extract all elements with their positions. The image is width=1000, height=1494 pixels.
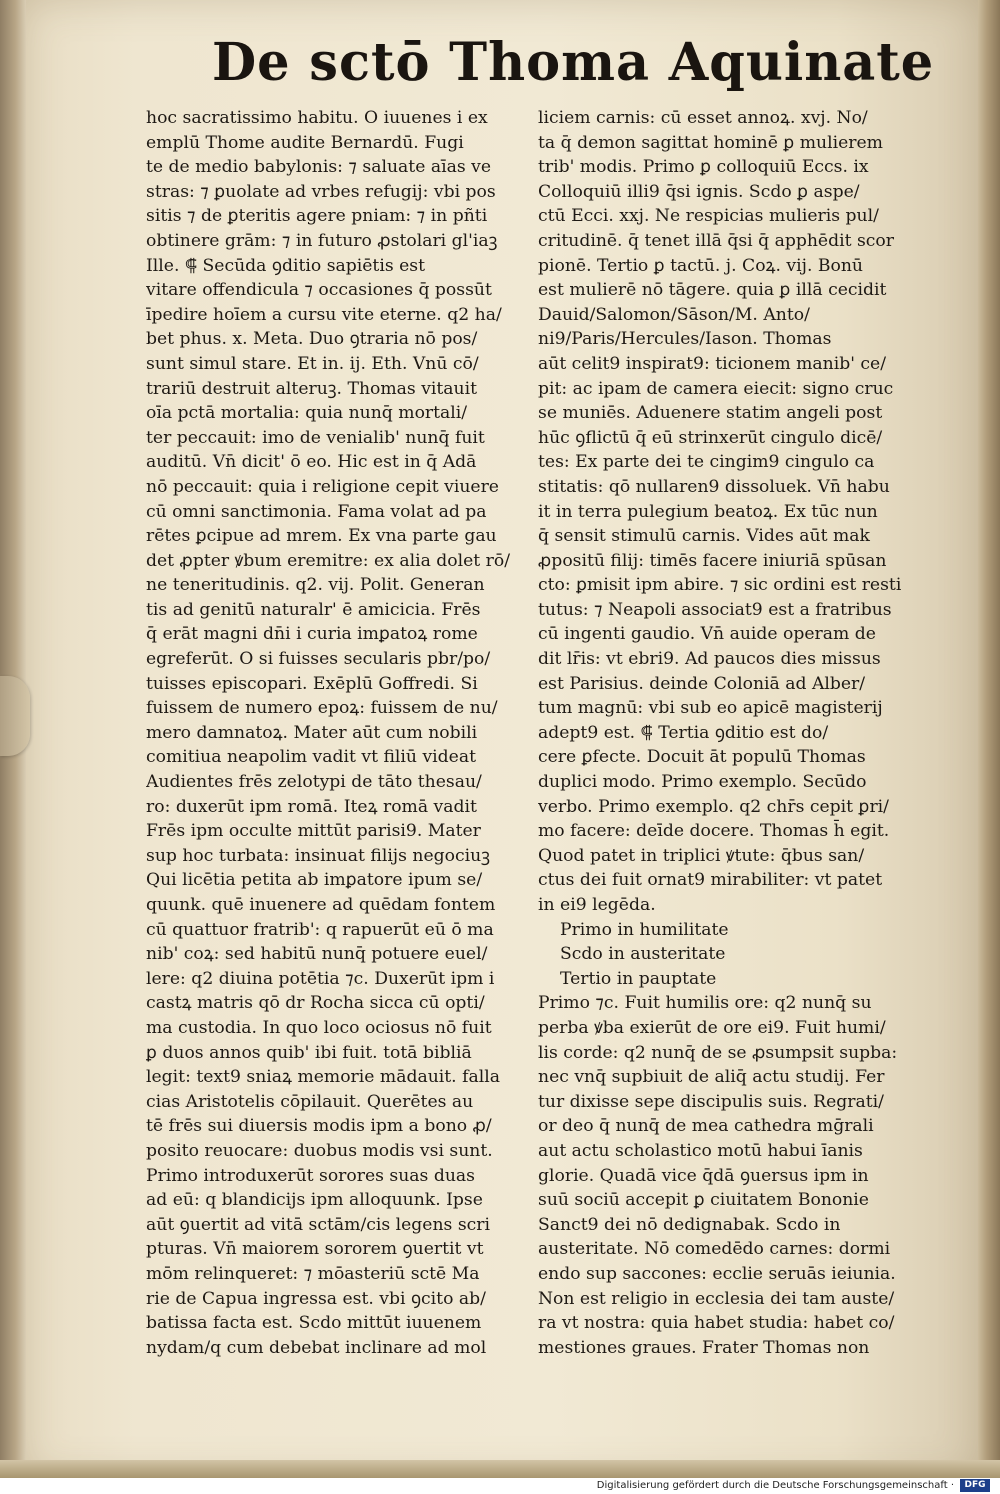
text-line: egreferūt. O si fuisses secularis pbr/po/ (146, 649, 491, 670)
text-line: pturas. Vn̄ maiorem sororem ꝯuertit vt (146, 1239, 484, 1260)
text-line: cū omni sanctimonia. Fama volat ad pa (146, 501, 487, 522)
text-line: det ꝓpter ꝟbum eremitre: ex alia dolet rō/ (146, 550, 511, 571)
text-line: quunk. quē inuenere ad quēdam fontem (146, 895, 496, 915)
text-line: sunt simul stare. Et in. ij. Eth. Vnū cō/ (146, 353, 479, 374)
text-line: stras: ⁊ ꝑuolate ad vrbes refugij: vbi pos (146, 181, 496, 202)
text-line: lere: q2 diuina potētia ⁊c. Duxerūt ipm i (146, 968, 495, 989)
text-line: tuisses episcopari. Exēplū Goffredi. Si (146, 673, 478, 694)
text-line: trib' modis. Primo ꝑ colloquiū Eccs. ix (538, 157, 869, 178)
text-line: nydam/q cum debebat inclinare ad mol (146, 1337, 487, 1358)
text-line: Frēs ipm occulte mittūt parisi9. Mater (146, 821, 481, 842)
text-line: comitiua neapolim vadit vt filiū videat (146, 747, 476, 768)
text-line: ad eū: q blandicijs ipm alloquunk. Ipse (146, 1190, 483, 1211)
text-line: trariū destruit alteruꝫ. Thomas vitauit (146, 378, 478, 399)
text-line: it in terra pulegium beatoꝝ. Ex tūc nun (538, 501, 878, 522)
text-line: auditū. Vn̄ dicit' ō eo. Hic est in q̄ Adā (146, 452, 477, 473)
text-line: tes: Ex parte dei te cingim9 cingulo ca (538, 452, 875, 473)
text-line: Non est religio in ecclesia dei tam auste/ (538, 1288, 895, 1309)
book-page (22, 0, 980, 1478)
text-line: tum magnū: vbi sub eo apicē magisterij (538, 698, 883, 719)
text-line: castꝝ matris qō dr Rocha sicca cū opti/ (146, 993, 485, 1014)
text-line: perba ꝟba exierūt de ore ei9. Fuit humi/ (538, 1017, 886, 1038)
text-line: aūt ꝯuertit ad vitā sctām/cis legens scri (146, 1214, 490, 1235)
page-edge (978, 0, 1000, 1478)
text-line: ꝓpositū filij: timēs facere iniuriā spūsan (538, 550, 887, 571)
text-line: fuissem de numero epoꝝ: fuissem de nu/ (146, 698, 498, 719)
text-line: ter peccauit: imo de venialib' nunq̄ fuit (146, 427, 485, 448)
text-line: batissa facta est. Scdo mittūt iuuenem (146, 1313, 482, 1334)
text-line: critudinē. q̄ tenet illā q̄si q̄ apphēdit scor (538, 230, 894, 251)
text-line: q̄ erāt magni dn̄i i curia imꝑatoꝝ rome (146, 624, 478, 645)
text-line: Ille. ⸿ Secūda ꝯditio sapiētis est (146, 255, 426, 276)
text-line: pionē. Tertio ꝑ tactū. j. Coꝝ. vij. Bonū (538, 255, 863, 276)
text-line: tis ad genitū naturalr' ē amicicia. Frēs (146, 599, 481, 620)
text-line: Primo introduxerūt sorores suas duas (146, 1165, 475, 1186)
text-line: ro: duxerūt ipm romā. Iteꝝ romā vadit (146, 796, 477, 817)
text-line: ne teneritudinis. q2. vij. Polit. Generan (146, 575, 485, 596)
text-line: Dauid/Salomon/Sāson/M. Anto/ (538, 304, 810, 325)
text-line: endo sup saccones: ecclie seruās ieiunia. (538, 1263, 896, 1284)
text-line: sitis ⁊ de ꝑteritis agere pniam: ⁊ in pñti (146, 206, 488, 227)
text-line: Audientes frēs zelotypi de tāto thesau/ (146, 772, 482, 793)
text-line: lis corde: q2 nunq̄ de se ꝓsumpsit supba: (538, 1042, 898, 1063)
text-line: mo facere: deīde docere. Thomas h̄ egit. (538, 821, 890, 842)
text-line: mōm relinqueret: ⁊ mōasteriū sctē Ma (146, 1263, 480, 1284)
text-line: or deo q̄ nunq̄ de mea cathedra mḡrali (538, 1116, 874, 1137)
text-line: tē frēs sui diuersis modis ipm a bono ꝓ/ (146, 1116, 492, 1137)
text-line: emplū Thome audite Bernardū. Fugi (146, 132, 464, 153)
dfg-logo: DFG (960, 1479, 990, 1492)
text-line: sup hoc turbata: insinuat filijs negociuꝫ (146, 845, 490, 866)
text-line: rie de Capua ingressa est. vbi ꝯcito ab/ (146, 1288, 486, 1309)
text-line: glorie. Quadā vice q̄dā ꝯuersus ipm in (538, 1165, 869, 1186)
text-line: te de medio babylonis: ⁊ saluate aīas ve (146, 157, 491, 178)
text-line: cto: ꝑmisit ipm abire. ⁊ sic ordini est resti (538, 575, 902, 596)
text-line: adept9 est. ⸿ Tertia ꝯditio est do/ (538, 722, 829, 743)
text-line: stitatis: qō nullaren9 dissoluek. Vn̄ habu (538, 476, 890, 497)
text-line: ta q̄ demon sagittat hominē ꝑ mulierem (538, 132, 883, 153)
text-line: duplici modo. Primo exemplo. Secūdo (538, 772, 867, 793)
text-line: posito reuocare: duobus modis vsi sunt. (146, 1140, 493, 1161)
text-line: mero damnatoꝝ. Mater aūt cum nobili (146, 722, 478, 743)
text-line: Colloquiū illi9 q̄si ignis. Scdo ꝑ aspe/ (538, 181, 860, 202)
text-line: īpedire hoīem a cursu vite eterne. q2 ha/ (146, 304, 502, 325)
text-line: rētes ꝑcipue ad mrem. Ex vna parte gau (146, 526, 497, 547)
text-line: cū quattuor fratrib': q rapuerūt eū ō ma (146, 919, 494, 940)
text-line: austeritate. Nō comedēdo carnes: dormi (538, 1239, 891, 1260)
text-line: se muniēs. Aduenere statim angeli post (538, 403, 883, 424)
text-line: nib' coꝝ: sed habitū nunq̄ potuere euel/ (146, 944, 488, 965)
text-line: dit lr̄is: vt ebri9. Ad paucos dies missus (538, 649, 881, 670)
text-line: cias Aristotelis cōpilauit. Querētes au (146, 1091, 474, 1112)
text-line: ctū Ecci. xxj. Ne respicias mulieris pul/ (538, 206, 879, 227)
text-line: Tertio in pauptate (560, 968, 717, 989)
text-line: Sanct9 dei nō dedignabak. Scdo in (538, 1214, 841, 1235)
text-line: vitare offendicula ⁊ occasiones q̄ possūt (146, 280, 492, 301)
text-line: Scdo in austeritate (560, 944, 726, 965)
text-line: legit: text9 sniaꝝ memorie mādauit. falla (146, 1067, 500, 1088)
text-line: tutus: ⁊ Neapoli associat9 est a fratribus (538, 599, 892, 620)
right-text-column (538, 106, 920, 1360)
text-line: q̄ sensit stimulū carnis. Vides aūt mak (538, 526, 870, 547)
text-line: cere ꝑfecte. Docuit āt populū Thomas (538, 747, 866, 768)
page-heading: De sctō Thoma Aquinate (212, 32, 935, 93)
text-line: Quod patet in triplici ꝟtute: q̄bus san/ (538, 845, 865, 866)
text-line: pit: ac ipam de camera eiecit: signo cruc (538, 378, 894, 399)
text-line: obtinere grām: ⁊ in futuro ꝓstolari gl'iaꝫ (146, 230, 498, 251)
text-line: suū sociū accepit ꝑ ciuitatem Bononie (538, 1190, 869, 1211)
text-line: aut actu scholastico motū habui īanis (538, 1140, 863, 1161)
text-line: nō peccauit: quia i religione cepit viuere (146, 476, 499, 497)
text-line: ctus dei fuit ornat9 mirabiliter: vt patet (538, 870, 883, 891)
text-line: bet phus. x. Meta. Duo ꝯtraria nō pos/ (146, 329, 478, 350)
text-line: cū ingenti gaudio. Vn̄ auide operam de (538, 624, 876, 645)
text-line: est mulierē nō tāgere. quia ꝑ illā cecidit (538, 280, 887, 301)
text-line: mestiones graues. Frater Thomas non (538, 1337, 870, 1358)
text-line: Qui licētia petita ab imꝑatore ipum se/ (146, 870, 483, 891)
text-line: hoc sacratissimo habitu. O iuuenes i ex (146, 108, 488, 128)
text-line: aūt celit9 inspirat9: ticionem manib' ce/ (538, 353, 886, 374)
text-line: tur dixisse sepe discipulis suis. Regrati/ (538, 1091, 884, 1112)
page-bottom-edge (0, 1460, 1000, 1478)
text-line: ꝑ duos annos quib' ibi fuit. totā bibliā (146, 1042, 472, 1063)
text-line: nec vnq̄ supbiuit de aliq̄ actu studij. Fer (538, 1067, 885, 1088)
left-text-column (146, 106, 528, 1360)
text-line: in ei9 legēda. (538, 895, 656, 915)
text-line: verbo. Primo exemplo. q2 chr̄s cepit ꝑri/ (538, 796, 889, 817)
text-line: ra vt nostra: quia habet studia: habet co/ (538, 1313, 895, 1334)
text-line: ni9/Paris/Hercules/Iason. Thomas (538, 329, 832, 350)
text-line: liciem carnis: cū esset annoꝝ. xvj. No/ (538, 108, 868, 128)
text-line: Primo in humilitate (560, 919, 729, 940)
funding-notice: Digitalisierung gefördert durch die Deutsche Forschungsgemeinschaft · (596, 1480, 954, 1491)
page-tab-marker (0, 676, 30, 756)
text-line: oīa pctā mortalia: quia nunq̄ mortali/ (146, 403, 468, 424)
text-line: est Parisius. deinde Coloniā ad Alber/ (538, 673, 866, 694)
text-line: hūc ꝯflictū q̄ eū strinxerūt cingulo dicē/ (538, 427, 883, 448)
text-line: ma custodia. In quo loco ociosus nō fuit (146, 1017, 492, 1038)
text-line: Primo ⁊c. Fuit humilis ore: q2 nunq̄ su (538, 993, 872, 1014)
